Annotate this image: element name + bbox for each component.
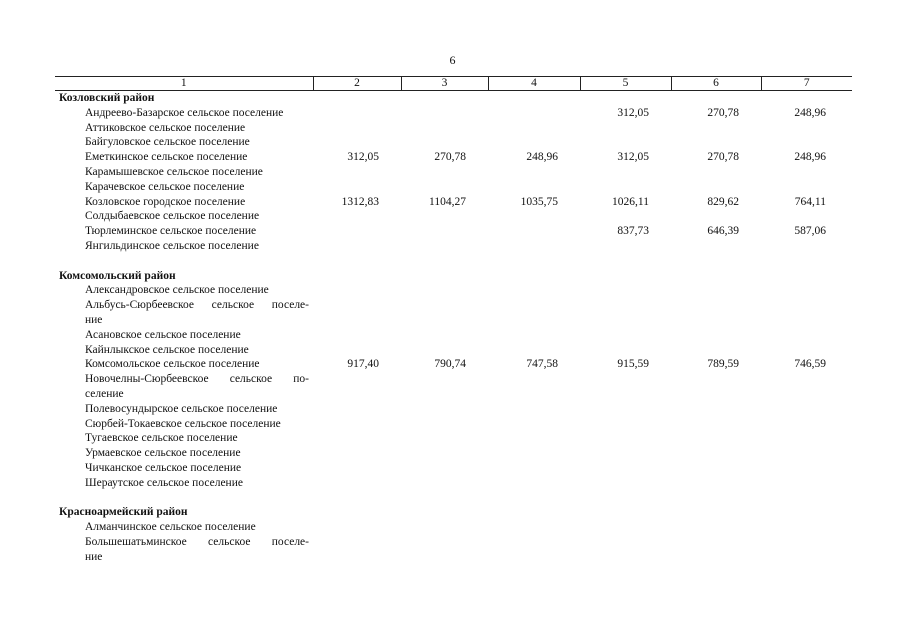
value-cell-col-7: 248,96 [794,151,826,164]
value-cell-col-2 [313,209,401,224]
value-cell-col-4 [488,520,580,535]
value-cell-col-3 [401,135,488,150]
value-cell-col-7 [761,387,852,402]
settlement-name: Александровское сельское поселение [85,284,269,297]
value-cell-col-2 [313,239,401,254]
settlement-name: Янгильдинское сельское поселение [85,239,259,252]
value-cell-col-5 [580,535,671,550]
settlement-name: Кайнлыкское сельское поселение [85,343,249,356]
value-cell-col-5 [580,520,671,535]
value-cell-col-3: 1104,27 [429,195,466,208]
value-cell-col-2 [313,328,401,343]
value-cell-col-6 [671,520,761,535]
value-cell-col-3 [401,387,488,402]
district-row [55,269,852,284]
value-cell-col-7: 587,06 [794,225,826,238]
table-row [55,180,852,195]
value-cell-col-6 [671,535,761,550]
value-cell-col-2: 312,05 [347,151,379,164]
table-row [55,535,852,550]
header-col-6: 6 [671,77,761,91]
value-cell-col-3: 270,78 [434,151,466,164]
value-cell-col-2 [313,387,401,402]
value-cell-col-6 [671,476,761,491]
value-cell-col-6 [671,209,761,224]
settlement-name: Сюрбей-Токаевское сельское поселение [85,417,281,430]
value-cell-col-3 [401,520,488,535]
table-row [55,150,852,165]
value-cell-col-3 [401,180,488,195]
table-row [55,135,852,150]
value-cell-col-7 [761,121,852,136]
value-cell-col-5 [580,91,671,106]
value-cell-col-5 [580,121,671,136]
value-cell-col-4 [488,121,580,136]
settlement-name: Шераутское сельское поселение [85,476,243,489]
value-cell-col-3 [401,298,488,313]
district-name: Красноармейский район [59,506,188,519]
table-row [55,209,852,224]
value-cell-col-5 [580,505,671,520]
value-cell-col-5: 837,73 [617,225,649,238]
value-cell-col-7 [761,431,852,446]
value-cell-col-6 [671,239,761,254]
header-row [55,77,852,91]
value-cell-col-6 [671,91,761,106]
value-cell-col-6 [671,165,761,180]
value-cell-col-3 [401,372,488,387]
data-table [55,76,852,565]
settlement-name: Асановское сельское поселение [85,328,241,341]
value-cell-col-6 [671,328,761,343]
value-cell-col-2 [313,135,401,150]
settlement-name: Аттиковское сельское поселение [85,121,246,134]
value-cell-col-7 [761,343,852,358]
header-col-5: 5 [580,77,671,91]
settlement-name: Алманчинское сельское поселение [85,521,256,534]
settlement-name: Андреево-Базарское сельское поселение [85,106,284,119]
value-cell-col-5 [580,372,671,387]
value-cell-col-3 [401,431,488,446]
settlement-name: Комсомольское сельское поселение [85,358,260,371]
value-cell-col-2 [313,313,401,328]
settlement-name: ние [85,313,103,326]
settlement-name: Тугаевское сельское поселение [85,432,238,445]
table-row [55,550,852,565]
table-row [55,298,852,313]
value-cell-col-3 [401,239,488,254]
value-cell-col-6 [671,121,761,136]
value-cell-col-4 [488,298,580,313]
value-cell-col-7 [761,461,852,476]
value-cell-col-3 [401,121,488,136]
value-cell-col-5 [580,209,671,224]
table-row [55,476,852,491]
table-row [55,343,852,358]
value-cell-col-4 [488,372,580,387]
value-cell-col-7: 764,11 [794,195,826,208]
value-cell-col-4: 248,96 [526,151,558,164]
value-cell-col-5 [580,298,671,313]
value-cell-col-4 [488,135,580,150]
spacer-row [55,254,852,269]
value-cell-col-7 [761,91,852,106]
table-row [55,431,852,446]
value-cell-col-4 [488,431,580,446]
value-cell-col-4 [488,535,580,550]
spacer-cell [55,254,852,269]
value-cell-col-7 [761,520,852,535]
value-cell-col-3 [401,283,488,298]
value-cell-col-2 [313,461,401,476]
value-cell-col-4 [488,446,580,461]
value-cell-col-6 [671,180,761,195]
value-cell-col-2 [313,417,401,432]
settlement-name: Карачевское сельское поселение [85,180,245,193]
value-cell-col-2 [313,165,401,180]
settlement-name: ние [85,550,103,563]
value-cell-col-2 [313,298,401,313]
value-cell-col-4 [488,165,580,180]
settlement-name: Тюрлеминское сельское поселение [85,225,257,238]
table-row [55,121,852,136]
value-cell-col-3 [401,313,488,328]
value-cell-col-6: 829,62 [707,195,739,208]
value-cell-col-5 [580,387,671,402]
value-cell-col-5 [580,461,671,476]
value-cell-col-3 [401,328,488,343]
value-cell-col-5: 1026,11 [612,195,649,208]
value-cell-col-7 [761,550,852,565]
header-col-4: 4 [488,77,580,91]
table-row [55,239,852,254]
value-cell-col-2 [313,476,401,491]
value-cell-col-2 [313,343,401,358]
value-cell-col-3 [401,550,488,565]
settlement-name: Карамышевское сельское поселение [85,165,263,178]
table-row [55,446,852,461]
settlement-name: Большешатьминское сельское поселе- [85,535,309,548]
value-cell-col-5 [580,283,671,298]
value-cell-col-6 [671,313,761,328]
value-cell-col-4 [488,461,580,476]
value-cell-col-7 [761,209,852,224]
value-cell-col-2: 1312,83 [341,195,379,208]
header-col-3: 3 [401,77,488,91]
table-row [55,387,852,402]
table-row [55,106,852,121]
value-cell-col-2 [313,550,401,565]
table-row [55,372,852,387]
value-cell-col-7 [761,283,852,298]
value-cell-col-2 [313,121,401,136]
value-cell-col-3 [401,402,488,417]
value-cell-col-6 [671,135,761,150]
value-cell-col-5 [580,402,671,417]
table-row [55,357,852,372]
value-cell-col-5: 312,05 [617,151,649,164]
value-cell-col-6 [671,550,761,565]
value-cell-col-2 [313,180,401,195]
value-cell-col-7: 746,59 [794,358,826,371]
table-row [55,417,852,432]
value-cell-col-2 [313,224,401,239]
value-cell-col-2 [313,505,401,520]
value-cell-col-4: 747,58 [526,358,558,371]
value-cell-col-2 [313,372,401,387]
value-cell-col-5 [580,135,671,150]
value-cell-col-5 [580,313,671,328]
value-cell-col-2 [313,520,401,535]
value-cell-col-6: 270,78 [707,106,739,119]
page-number: 6 [449,53,456,67]
value-cell-col-3 [401,209,488,224]
settlement-name: Новочелны-Сюрбеевское сельское по- [85,373,309,386]
value-cell-col-5: 312,05 [617,106,649,119]
value-cell-col-2 [313,431,401,446]
value-cell-col-3 [401,343,488,358]
value-cell-col-2 [313,446,401,461]
table-row [55,520,852,535]
spacer-row [55,491,852,506]
value-cell-col-4 [488,328,580,343]
value-cell-col-5 [580,446,671,461]
value-cell-col-7 [761,402,852,417]
table-row [55,195,852,210]
value-cell-col-6 [671,343,761,358]
value-cell-col-7 [761,417,852,432]
header-col-7: 7 [761,77,852,91]
value-cell-col-6 [671,505,761,520]
settlement-name: Чичканское сельское поселение [85,461,242,474]
value-cell-col-7 [761,505,852,520]
value-cell-col-4 [488,106,580,121]
value-cell-col-6 [671,387,761,402]
value-cell-col-7 [761,135,852,150]
spacer-cell [55,491,852,506]
value-cell-col-6 [671,461,761,476]
value-cell-col-5 [580,165,671,180]
value-cell-col-3 [401,269,488,284]
value-cell-col-4 [488,91,580,106]
value-cell-col-7 [761,446,852,461]
value-cell-col-4 [488,476,580,491]
table-row [55,224,852,239]
value-cell-col-7 [761,535,852,550]
value-cell-col-4: 1035,75 [520,195,558,208]
settlement-name: Еметкинское сельское поселение [85,151,248,164]
value-cell-col-4 [488,283,580,298]
value-cell-col-3 [401,165,488,180]
value-cell-col-4 [488,224,580,239]
value-cell-col-5 [580,476,671,491]
value-cell-col-6 [671,402,761,417]
value-cell-col-3 [401,91,488,106]
value-cell-col-7 [761,372,852,387]
value-cell-col-5 [580,550,671,565]
value-cell-col-7 [761,269,852,284]
value-cell-col-6: 789,59 [707,358,739,371]
district-name: Комсомольский район [59,269,176,282]
value-cell-col-7 [761,313,852,328]
value-cell-col-3 [401,417,488,432]
table-row [55,165,852,180]
value-cell-col-3 [401,106,488,121]
header-col-2: 2 [313,77,401,91]
settlement-name: Урмаевское сельское поселение [85,447,241,460]
value-cell-col-7 [761,328,852,343]
settlement-name: Козловское городское поселение [85,195,246,208]
value-cell-col-6 [671,269,761,284]
district-row [55,505,852,520]
value-cell-col-3: 790,74 [434,358,466,371]
value-cell-col-5 [580,180,671,195]
value-cell-col-6 [671,446,761,461]
value-cell-col-6 [671,417,761,432]
value-cell-col-3 [401,224,488,239]
value-cell-col-2 [313,283,401,298]
value-cell-col-4 [488,239,580,254]
value-cell-col-2 [313,106,401,121]
district-name: Козловский район [59,92,155,104]
value-cell-col-6 [671,372,761,387]
value-cell-col-6 [671,298,761,313]
value-cell-col-3 [401,446,488,461]
value-cell-col-2 [313,91,401,106]
table-row [55,461,852,476]
value-cell-col-4 [488,387,580,402]
value-cell-col-5 [580,239,671,254]
header-col-1: 1 [55,77,313,91]
table-body [55,91,852,565]
value-cell-col-6 [671,431,761,446]
value-cell-col-7 [761,165,852,180]
value-cell-col-4 [488,550,580,565]
value-cell-col-7 [761,239,852,254]
value-cell-col-4 [488,313,580,328]
value-cell-col-4 [488,417,580,432]
table-header [55,77,852,91]
value-cell-col-4 [488,343,580,358]
table-row [55,313,852,328]
value-cell-col-7 [761,180,852,195]
value-cell-col-6 [671,283,761,298]
value-cell-col-4 [488,505,580,520]
value-cell-col-5 [580,328,671,343]
settlement-name: Солдыбаевское сельское поселение [85,210,260,223]
value-cell-col-2: 917,40 [347,358,379,371]
value-cell-col-2 [313,402,401,417]
value-cell-col-7 [761,298,852,313]
table-row [55,328,852,343]
settlement-name: селение [85,387,124,400]
value-cell-col-5 [580,417,671,432]
value-cell-col-4 [488,402,580,417]
value-cell-col-4 [488,269,580,284]
value-cell-col-6: 270,78 [707,151,739,164]
value-cell-col-5: 915,59 [617,358,649,371]
settlement-name: Альбусь-Сюрбеевское сельское поселе- [85,299,309,312]
value-cell-col-5 [580,431,671,446]
value-cell-col-3 [401,461,488,476]
table-row [55,283,852,298]
value-cell-col-3 [401,505,488,520]
district-row [55,91,852,106]
value-cell-col-2 [313,535,401,550]
value-cell-col-7: 248,96 [794,106,826,119]
table-row [55,402,852,417]
value-cell-col-2 [313,269,401,284]
settlement-name: Байгуловское сельское поселение [85,136,250,149]
value-cell-col-5 [580,269,671,284]
value-cell-col-7 [761,476,852,491]
value-cell-col-4 [488,180,580,195]
value-cell-col-3 [401,535,488,550]
value-cell-col-6: 646,39 [707,225,739,238]
value-cell-col-5 [580,343,671,358]
value-cell-col-4 [488,209,580,224]
value-cell-col-3 [401,476,488,491]
settlement-name: Полевосундырское сельское поселение [85,402,278,415]
